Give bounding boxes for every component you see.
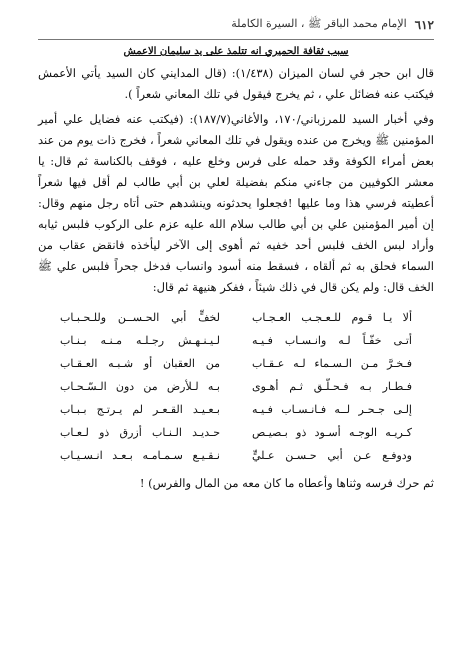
closing-line: ثم حرك فرسه وثناها وأعطاه ما كان معه من المال والفرس) ! [139,476,434,490]
verse-first-hemistich: فـطـار بـه فـحـلّـق ثـم أهـوى [252,380,412,393]
running-title: الإمام محمد الباقر ﷺ ، السيرة الكاملة [231,17,407,30]
poem-verse [38,398,434,421]
verse-second-hemistich: حـديـد الـنـاب أزرق ذو لـعـاب [60,426,220,439]
poem-verse [38,444,434,467]
verse-second-hemistich: نـقـيـع سـمـامـه بـعـد انـسـيـاب [60,449,220,462]
verse-second-hemistich: بـه لـلأرض من دون الـسّـحـاب [60,380,220,393]
page-number: ٦١٢ [414,18,434,32]
verse-second-hemistich: من العقبان أو شـبـه العـقـاب [60,357,220,370]
verse-first-hemistich: إلـى جـحـر لــه فـانـسـاب فـيـه [252,403,412,416]
header-rule [38,39,434,40]
poem-verse [38,421,434,444]
poem [38,306,434,467]
paragraph-2: وفي أخبار السيد للمرزباني/١٧٠، والأغاني(١٨٧/٧): (فيكتب عنه فضايل علي أمير المؤمنين ﷺ ويخرج من عنده ويقول في تلك المعاني شعراً ، فخرج ذات يوم من عند بعض أمراء الكوفة وقد حمله على فرس وخلع عليه ، فوقف بالكناسة ثم قال: يا معشر الكوفيين من جاءني منكم بفضيلة لعلي بن أبي طالب لم أقل فيها شعراً أعطيته فرسي هذا وما عليها !فجعلوا يحدثونه وينشدهم حتى أتاه رجل منهم وقال: إن أمير المؤمنين علي بن أبي طالب سلام الله عليه عزم على الركوب فلبس ثيابه وأراد لبس الخف فلبس أحد خفيه ثم أهوى إلى الآخر ليأخذه فانقض عقاب من السماء فحلق به ثم ألقاه ، فسقط منه أسود وانساب فدخل جحراً فلبس علي ﷺ الخف قال: ولم يكن قال في ذلك شيئاً ، ففكر هنيهة ثم قال: [38,112,434,294]
poem-verse [38,306,434,329]
poem-verse [38,375,434,398]
verse-first-hemistich: ودوفـع عـن أبي حـسـن عـليٍّ [252,449,412,462]
verse-second-hemistich: لـيـنـهـش رجـلـه مـنـه بـنـاب [60,334,220,347]
verse-second-hemistich: لخفٍّ أبي الحـســن وللـحـبـاب [60,311,220,324]
book-page [38,14,434,494]
verse-first-hemistich: كـريـه الوجـه أسـود ذو بـصيـص [252,426,412,439]
poem-verse [38,329,434,352]
page-header [38,14,434,36]
verse-first-hemistich: ألا يـا قـوم للـعـجـب العـجـاب [252,311,412,324]
verse-first-hemistich: أتـى خفّـاً لـه وانـسـاب فـيـه [252,334,412,347]
paragraph-1: قال ابن حجر في لسان الميزان (١/٤٣٨): (قال المدايني كان السيد يأتي الأعمش فيكتب عنه فضائل علي ، ثم يخرج فيقول في تلك المعاني شعراً ). [38,66,434,101]
poem-verse [38,352,434,375]
section-title: سبب ثقافة الحميري انه تتلمذ على يد سليمان الاعمش [123,46,349,57]
verse-first-hemistich: فـخـرَّ مـن الـسـماء لـه عـقـاب [252,357,412,370]
verse-second-hemistich: بـعـيـد القـعـر لم يـرتـج بـبـاب [60,403,220,416]
